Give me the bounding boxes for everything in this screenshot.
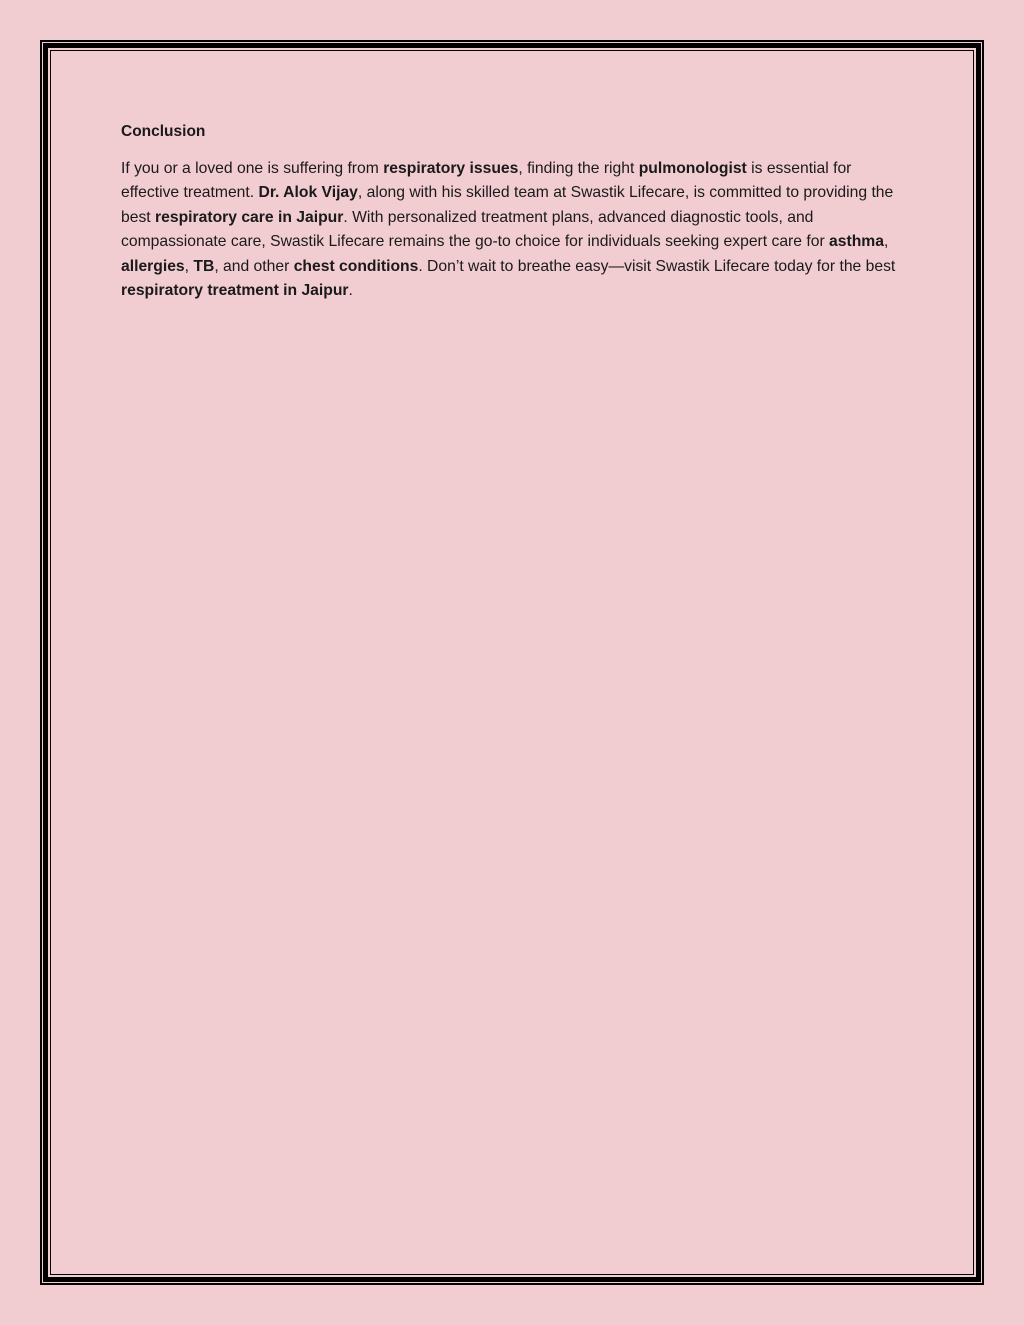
bold-term: asthma [829,233,884,251]
text-segment: . [348,282,353,300]
bold-term: respiratory care in Jaipur [155,208,344,226]
text-segment: , along with his skilled team at Swastik Lifecare, is committed to providing the best [121,184,894,226]
document-body [121,121,901,303]
section-heading: Conclusion [121,123,206,140]
text-segment: . With personalized treatment plans, advanced diagnostic tools, and compassionate care, Swastik Lifecare remains the go-to choice for individuals seeking expert care for [121,208,830,251]
bold-term: Dr. Alok Vijay [258,184,358,202]
text-segment: , and other [214,257,294,275]
bold-term: respiratory issues [383,160,519,177]
bold-term: chest conditions [293,257,419,275]
bold-term: TB [193,257,215,275]
text-segment: If you or a loved one is suffering from [121,160,384,177]
bold-term: allergies [121,257,185,275]
conclusion-paragraph [121,157,901,303]
text-segment: , finding the right [518,160,639,177]
text-segment: , [883,233,889,251]
text-segment: is essential for effective treatment. [121,160,852,202]
text-segment: . Don’t wait to breathe easy—visit Swastik Lifecare today for the best [418,257,896,275]
text-segment: , [184,257,194,275]
bold-term: pulmonologist [638,160,747,177]
bold-term: respiratory treatment in Jaipur [121,282,349,300]
